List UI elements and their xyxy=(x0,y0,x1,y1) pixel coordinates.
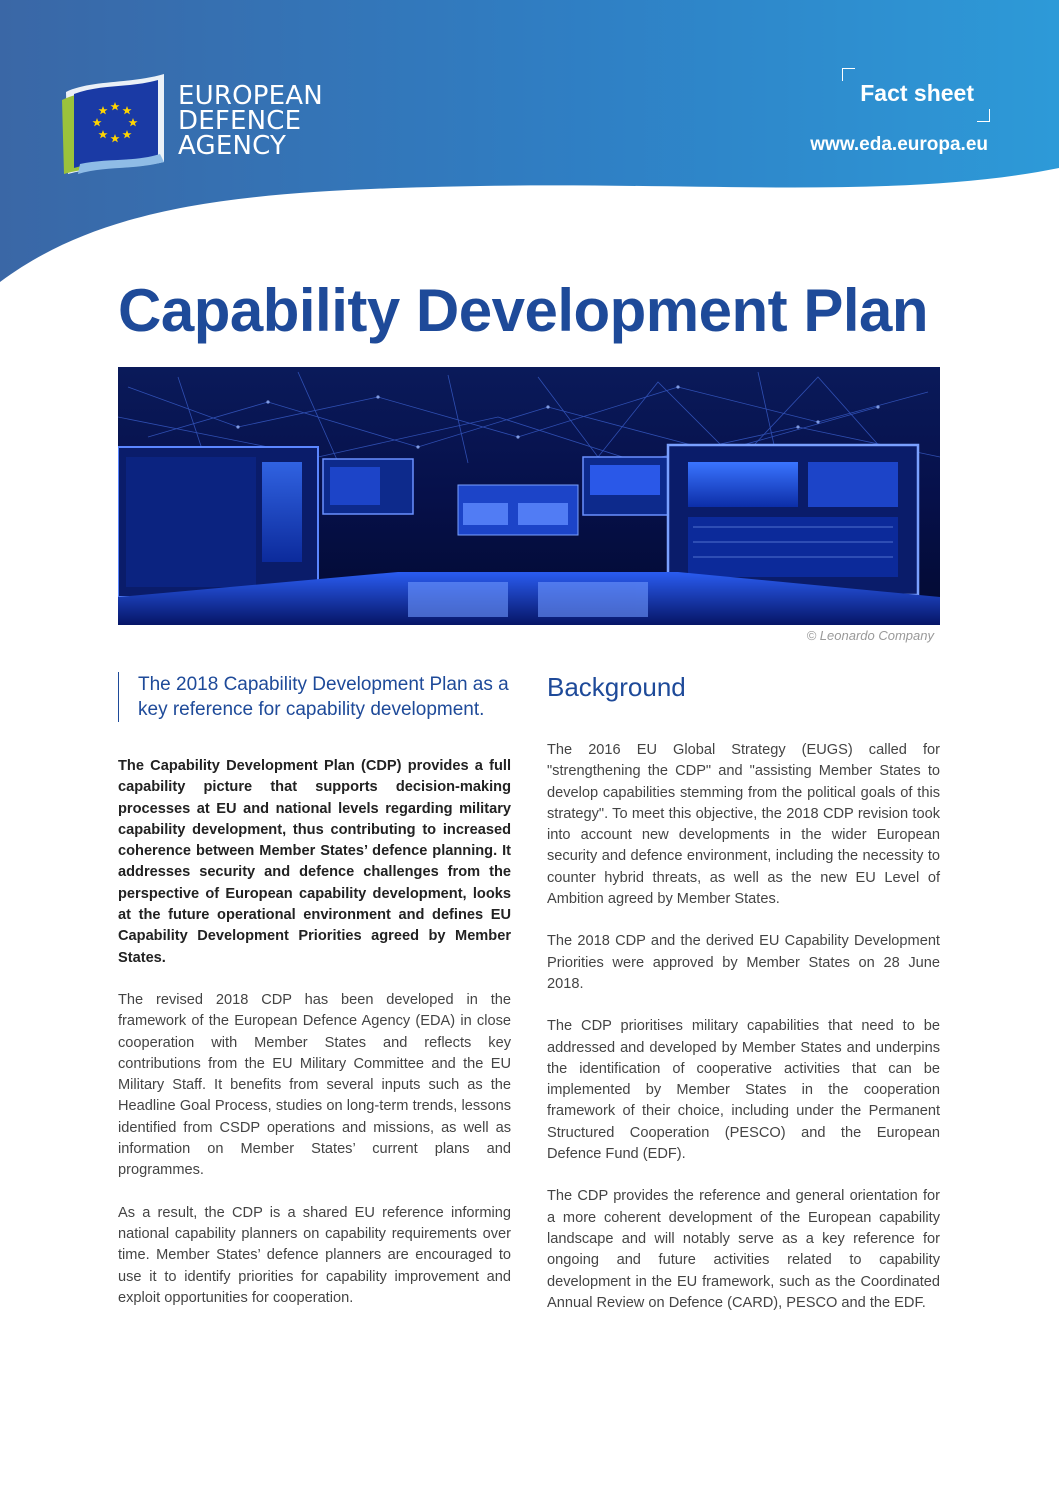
body-paragraph: The 2016 EU Global Strategy (EUGS) called for "strengthening the CDP" and "assisting Member States to develop capabilities stemming from the political goals of this strategy". To meet this objective, the 2018 CDP revision took into account new developments in the wider European security and defence environment, including the necessity to counter hybrid threats, as well as the new EU Level of Ambition agreed by Member States. xyxy=(547,742,940,908)
body-paragraph: The revised 2018 CDP has been developed in the framework of the European Defence Agency (EDA) in close cooperation with Member States and reflects key contributions from the EU Military Committee and the EU Military Staff. It benefits from several inputs such as the Headline Goal Process, studies on long-term trends, lessons identified from CSDP operations and missions, as well as information on Member States’ current plans and programmes. xyxy=(118,991,511,1179)
website-link[interactable]: www.eda.europa.eu xyxy=(810,134,988,155)
body-paragraph: The 2018 CDP and the derived EU Capability Development Priorities were approved by Member States on 28 June 2018. xyxy=(547,933,940,992)
agency-name-line-3: AGENCY xyxy=(178,131,287,161)
fact-sheet-label: Fact sheet xyxy=(860,80,974,106)
left-column xyxy=(118,668,511,1330)
corner-bracket-icon xyxy=(842,68,855,81)
section-heading-background: Background xyxy=(547,672,686,702)
intro-quote: The 2018 Capability Development Plan as a key reference for capability development. xyxy=(118,672,511,722)
image-credit: © Leonardo Company xyxy=(806,628,934,643)
agency-name xyxy=(178,81,323,161)
control-room-photo xyxy=(118,367,940,625)
page-title: Capability Development Plan xyxy=(118,277,929,344)
corner-bracket-icon xyxy=(977,109,990,122)
lead-paragraph: The Capability Development Plan (CDP) provides a full capability picture that supports decision-making processes at EU and national levels regarding military capability development, thus contributing to increased coherence between Member States’ defence planning. It addresses security and defence challenges from the perspective of European capability development, looks at the future operational environment and defines EU Capability Development Priorities agreed by Member States. xyxy=(118,758,511,966)
eda-logo-icon xyxy=(60,70,172,178)
body-paragraph: As a result, the CDP is a shared EU reference informing national capability planners on capability requirements over time. Member States’ defence planners are encouraged to use it to identify priorities for capability improvement and exploit opportunities for cooperation. xyxy=(118,1204,511,1306)
fact-sheet-badge xyxy=(842,68,990,122)
agency-name-line-2: DEFENCE xyxy=(178,106,302,136)
body-paragraph: The CDP provides the reference and general orientation for a more coherent development of the European capability landscape and will notably serve as a key reference for ongoing and future activities related to capability development in the EU framework, such as the Coordinated Annual Review on Defence (CARD), PESCO and the EDF. xyxy=(547,1188,940,1311)
agency-name-line-1: EUROPEAN xyxy=(178,81,323,111)
right-column xyxy=(547,668,940,1335)
body-paragraph: The CDP prioritises military capabilities that need to be addressed and developed by Member States and underpins the identification of cooperative activities that can be implemented by Member States in the cooperation framework of their choice, including under the Permanent Structured Cooperation (PESCO) and the European Defence Fund (EDF). xyxy=(547,1018,940,1163)
